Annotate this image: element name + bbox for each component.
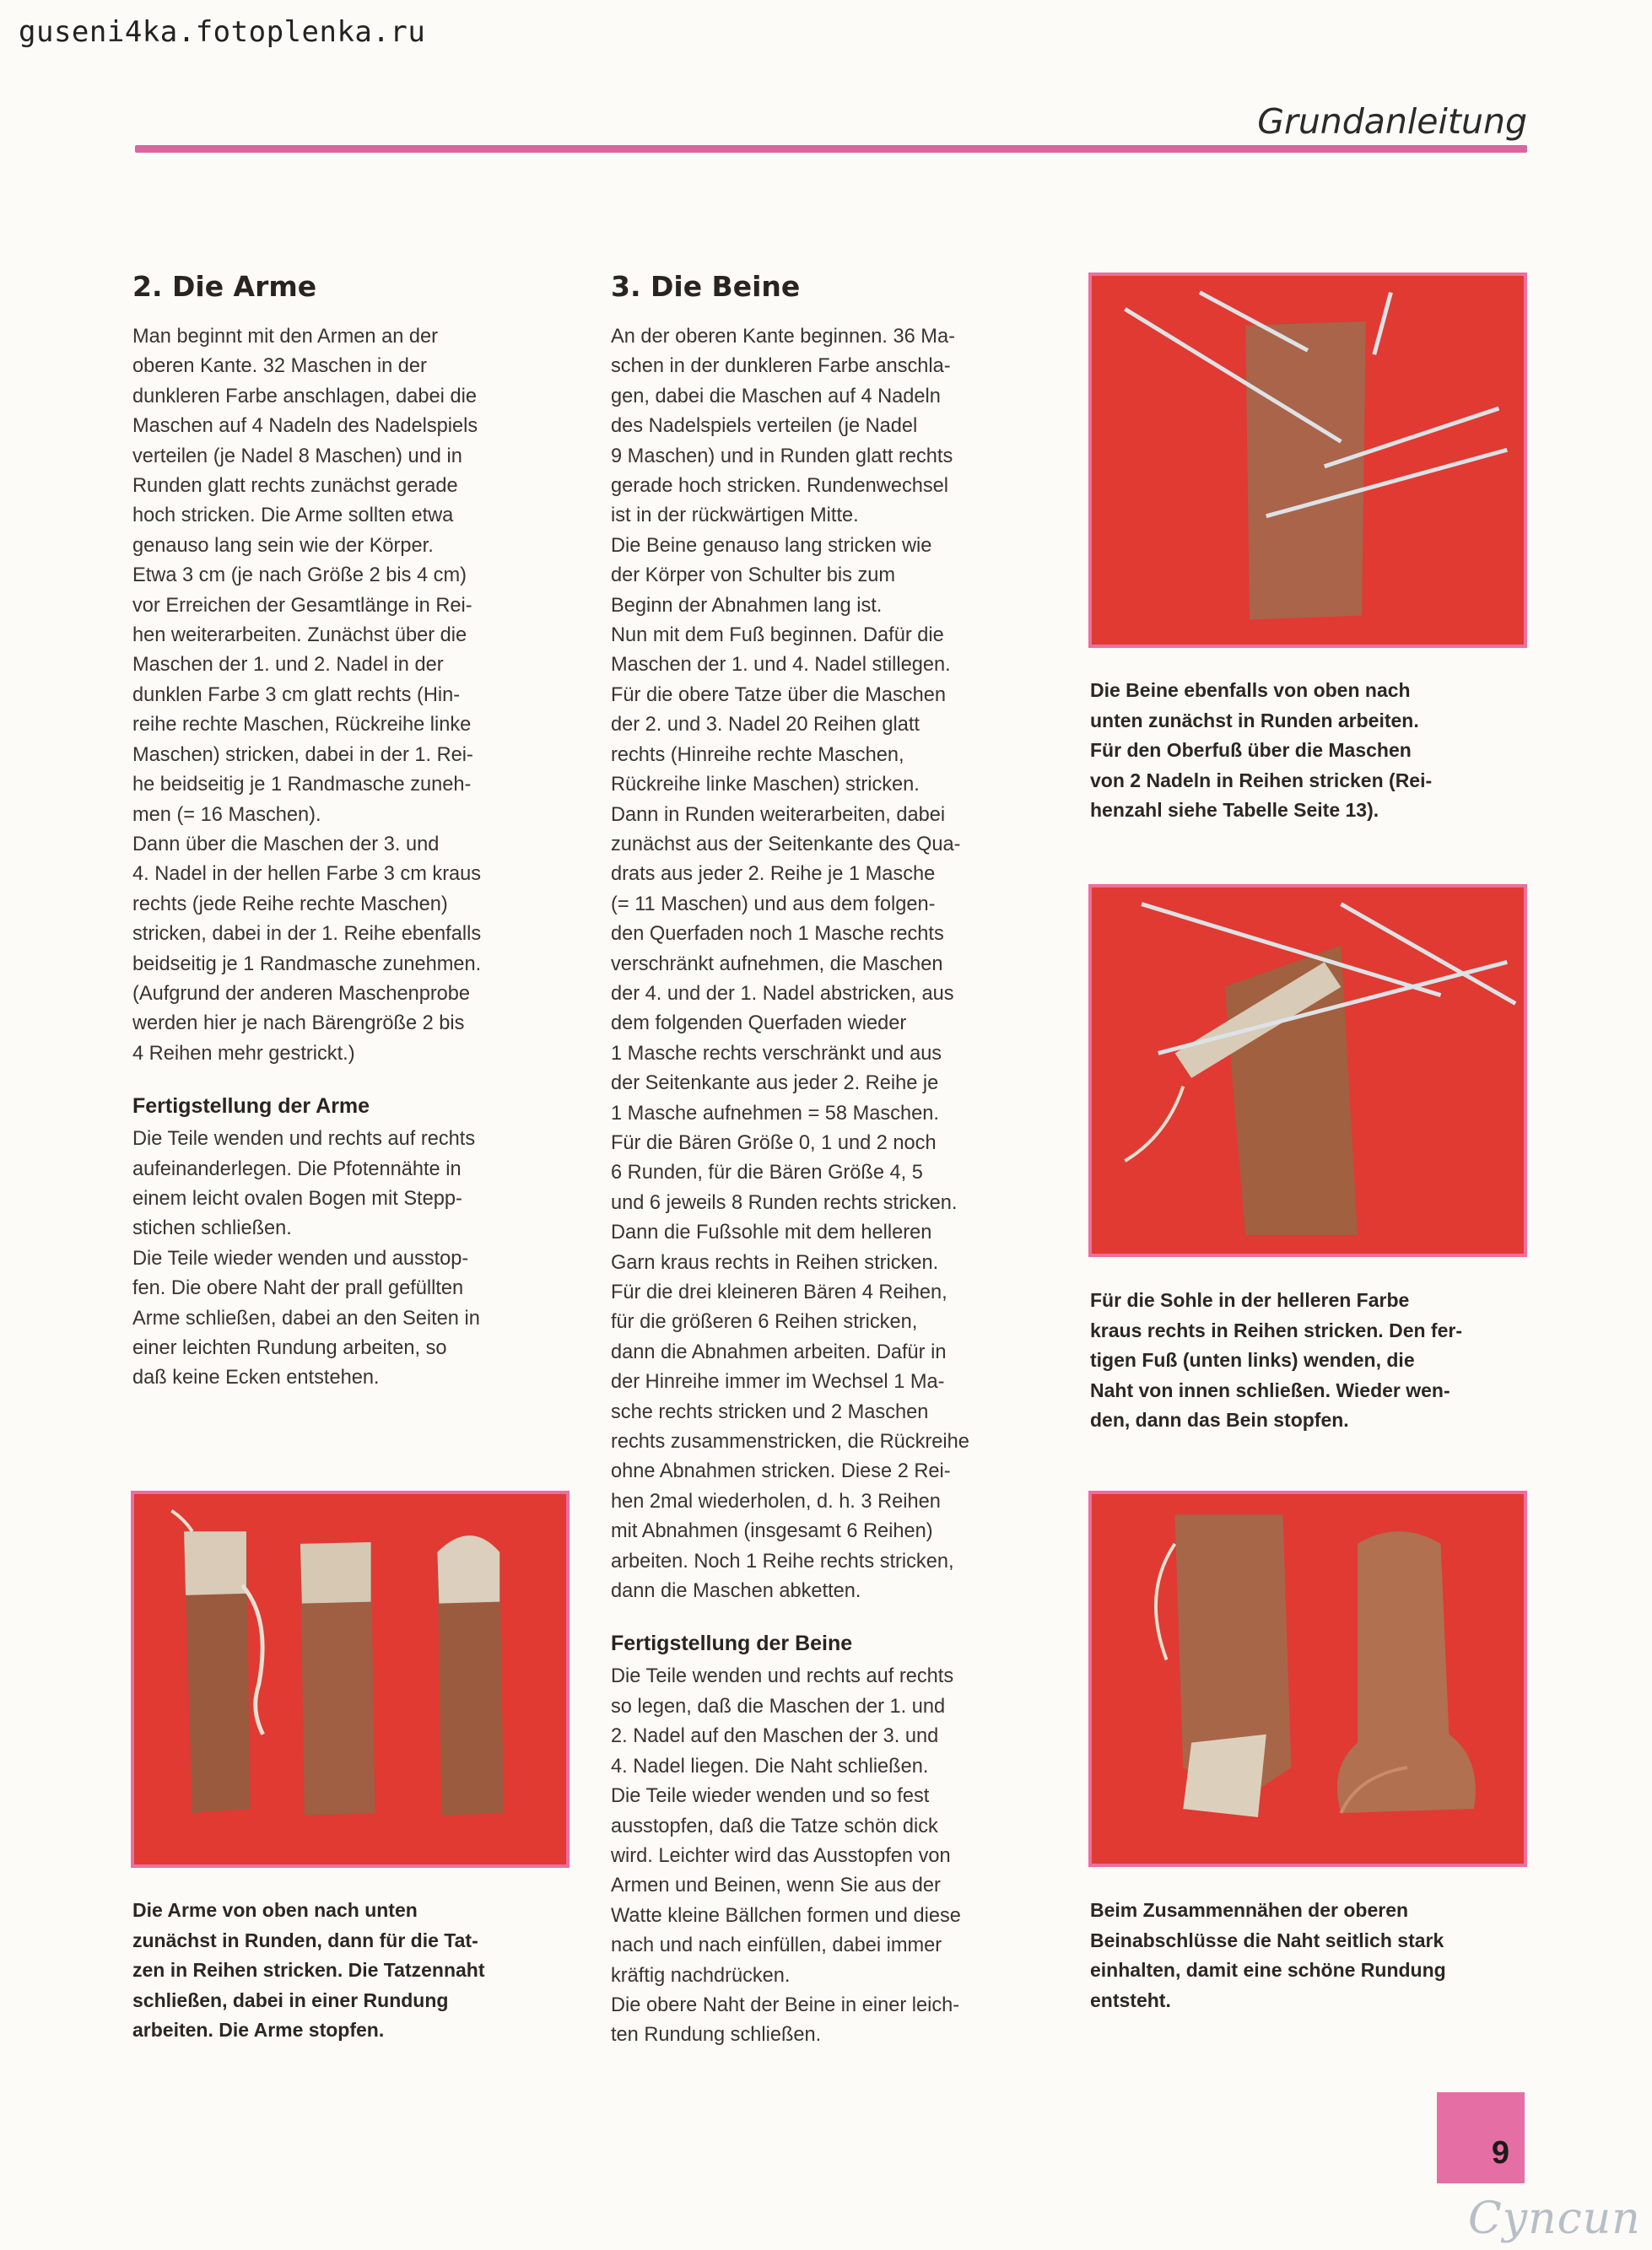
photo-leg-sole	[1088, 884, 1527, 1257]
subheading-beine: Fertigstellung der Beine	[611, 1632, 853, 1656]
body-beine: An der oberen Kante beginnen. 36 Ma- schen in der dunkleren Farbe anschla- gen, dabei die Maschen auf 4 Nadeln des Nadelspiels verteilen (je Nadel 9 Maschen) und in Runden glatt rechts gerade hoch stricken. Rundenwechsel ist in der rückwärtigen Mitte. Die Beine genauso lang stricken wie der Körper von Schulter bis zum Beginn der Abnahmen lang ist. Nun mit dem Fuß beginnen. Dafür die Maschen der 1. und 4. Nadel stillegen. Für die obere Tatze über die Maschen der 2. und 3. Nadel 20 Reihen glatt rechts (Hinreihe rechte Maschen, Rückreihe linke Maschen) stricken. Dann in Runden weiterarbeiten, dabei zunächst aus der Seitenkante des Qua- drats aus jeder 2. Reihe je 1 Masche (= 11 Maschen) und aus dem folgen- den Querfaden noch 1 Masche rechts verschränkt aufnehmen, die Maschen der 4. und der 1. Nadel abstricken, aus dem folgenden Querfaden wieder 1 Masche rechts verschränkt und aus der Seitenkante aus jeder 2. Reihe je 1 Masche aufnehmen = 58 Maschen. Für die Bären Größe 0, 1 und 2 noch 6 Runden, für die Bären Größe 4, 5 und 6 jeweils 8 Runden rechts stricken. Dann die Fußsohle mit dem helleren Garn kraus rechts in Reihen stricken. Für die drei kleineren Bären 4 Reihen, für die größeren 6 Reihen stricken, dann die Abnahmen arbeiten. Dafür in der Hinreihe immer im Wechsel 1 Ma- sche rechts stricken und 2 Maschen rechts zusammenstricken, die Rückreihe ohne Abnahmen stricken. Diese 2 Rei- hen 2mal wiederholen, d. h. 3 Reihen mit Abnahmen (insgesamt 6 Reihen) arbeiten. Noch 1 Reihe rechts stricken, dann die Maschen abketten.	[611, 326, 969, 1603]
caption-leg-sole: Für die Sohle in der helleren Farbe kraus rechts in Reihen stricken. Den fer- tigen Fuß (unten links) wenden, die Naht von innen schließen. Wieder wen- den, dann das Bein stopfen.	[1090, 1289, 1462, 1431]
caption-leg-needles: Die Beine ebenfalls von oben nach unten zunächst in Runden arbeiten. Für den Oberfuß über die Maschen von 2 Nadeln in Reihen stricken (Rei- henzahl siehe Tabelle Seite 13).	[1090, 679, 1433, 821]
watermark-logo: Cyncun	[1468, 2193, 1641, 2244]
heading-arme: 2. Die Arme	[132, 270, 317, 303]
heading-beine: 3. Die Beine	[611, 270, 801, 303]
header-rule	[135, 145, 1527, 153]
body-fertigstellung-beine: Die Teile wenden und rechts auf rechts so legen, daß die Maschen der 1. und 2. Nadel auf den Maschen der 3. und 4. Nadel liegen. Die Naht schließen. Die Teile wieder wenden und so fest ausstopfen, daß die Tatze schön dick wird. Leichter wird das Ausstopfen von Armen und Beinen, wenn Sie aus der Watte kleine Bällchen formen und diese nach und nach einfüllen, dabei immer kräftig nachdrücken. Die obere Naht der Beine in einer leich- ten Rundung schließen.	[611, 1665, 961, 2047]
column-arme	[132, 270, 571, 1394]
caption-finished-legs: Beim Zusammennähen der oberen Beinabschlüsse die Naht seitlich stark einhalten, damit eine schöne Rundung entsteht.	[1090, 1899, 1446, 2011]
body-fertigstellung-arme: Die Teile wenden und rechts auf rechts aufeinanderlegen. Die Pfotennähte in einem leicht ovalen Bogen mit Stepp- stichen schließen. Die Teile wieder wenden und ausstop- fen. Die obere Naht der prall gefüllten Arme schließen, dabei an den Seiten in einer leichten Rundung arbeiten, so daß keine Ecken entstehen.	[132, 1128, 480, 1389]
caption-arms: Die Arme von oben nach unten zunächst in Runden, dann für die Tat- zen in Reihen stricken. Die Tatzennaht schließen, dabei in einer Rundung arbeiten. Die Arme stopfen.	[132, 1899, 485, 2041]
photo-knitted-arms	[131, 1491, 570, 1868]
page-number-box	[1437, 2092, 1525, 2183]
photo-leg-on-needles	[1088, 272, 1527, 648]
column-beine	[611, 270, 1050, 2051]
page-number: 9	[1491, 2135, 1509, 2171]
watermark-url: guseni4ka.fotoplenka.ru	[19, 15, 426, 49]
photo-finished-legs	[1088, 1491, 1527, 1867]
subheading-arme: Fertigstellung der Arme	[132, 1094, 370, 1119]
section-title: Grundanleitung	[1257, 101, 1527, 142]
body-arme: Man beginnt mit den Armen an der oberen Kante. 32 Maschen in der dunkleren Farbe anschlagen, dabei die Maschen auf 4 Nadeln des Nadelspiels verteilen (je Nadel 8 Maschen) und in Runden glatt rechts zunächst gerade hoch stricken. Die Arme sollten etwa genauso lang sein wie der Körper. Etwa 3 cm (je nach Größe 2 bis 4 cm) vor Erreichen der Gesamtlänge in Rei- hen weiterarbeiten. Zunächst über die Maschen der 1. und 2. Nadel in der dunklen Farbe 3 cm glatt rechts (Hin- reihe rechte Maschen, Rückreihe linke Maschen) stricken, dabei in der 1. Rei- he beidseitig je 1 Randmasche zuneh- men (= 16 Maschen). Dann über die Maschen der 3. und 4. Nadel in der hellen Farbe 3 cm kraus rechts (jede Reihe rechte Maschen) stricken, dabei in der 1. Reihe ebenfalls beidseitig je 1 Randmasche zunehmen. (Aufgrund der anderen Maschenprobe werden hier je nach Bärengröße 2 bis 4 Reihen mehr gestrickt.)	[132, 326, 482, 1065]
